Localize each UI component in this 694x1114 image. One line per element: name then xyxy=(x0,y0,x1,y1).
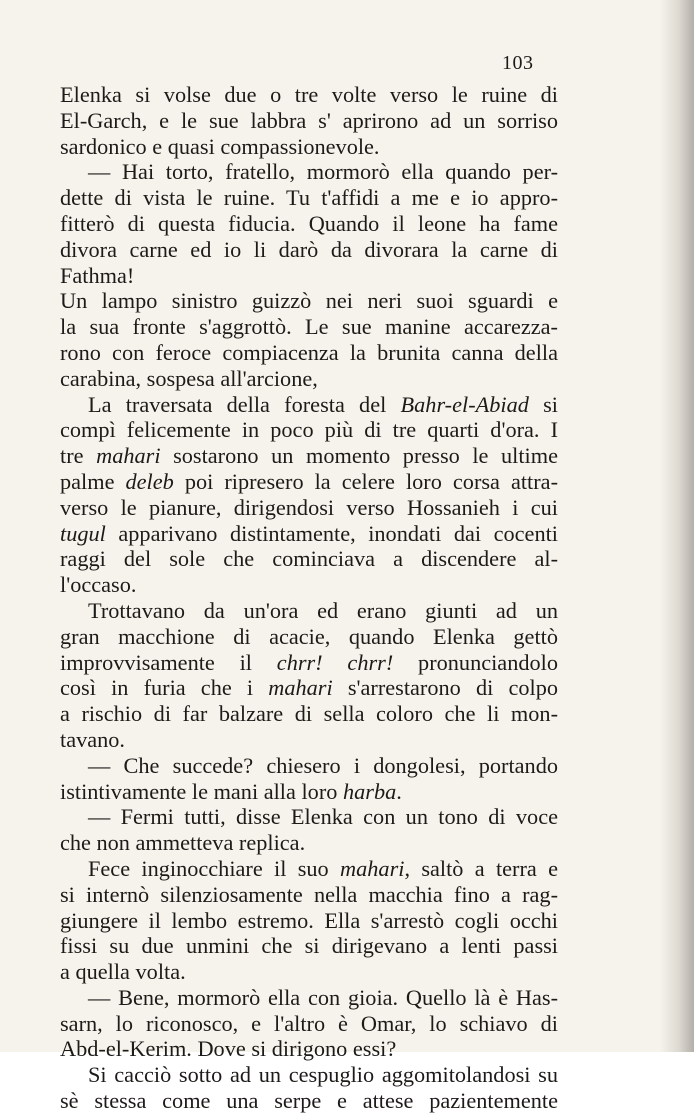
text-line: carabina, sospesa all'arcione, xyxy=(60,365,318,391)
text-line: fitterò di questa fiducia. Quando il leone ha fame xyxy=(60,210,558,236)
text-line: così in furia che i mahari s'arrestarono di colpo xyxy=(60,675,558,701)
text-line: Fathma! xyxy=(60,262,135,288)
text-line: — Fermi tutti, disse Elenka con un tono di voce xyxy=(88,804,558,830)
text-line: — Che succede? chiesero i dongolesi, portando xyxy=(88,752,558,778)
text-line: La traversata della foresta del Bahr-el-Abiad si xyxy=(88,391,558,417)
text-line: Elenka si volse due o tre volte verso le ruine di xyxy=(60,82,558,107)
page-edge-shadow xyxy=(660,0,694,1052)
text-line: Fece inginocchiare il suo mahari, saltò a terra e xyxy=(88,855,558,881)
text-line: divora carne ed io li darò da divorara la carne di xyxy=(60,236,558,262)
text-line: sardonico e quasi compassionevole. xyxy=(60,133,380,159)
text-line: Si cacciò sotto ad un cespuglio aggomitolandosi su xyxy=(88,1062,558,1088)
text-line: compì felicemente in poco più di tre quarti d'ora. I xyxy=(60,417,558,443)
text-line: sè stessa come una serpe e attese pazientemente xyxy=(60,1088,558,1114)
text-line: fissi su due unmini che si dirigevano a lenti passi xyxy=(60,933,558,959)
text-line: improvvisamente il chrr! chrr! pronunciandolo xyxy=(60,649,558,675)
text-line: sarn, lo riconosco, e l'altro è Omar, lo schiavo di xyxy=(60,1010,558,1036)
text-line: verso le pianure, dirigendosi verso Hossanieh i cui xyxy=(60,494,558,520)
text-line: l'occaso. xyxy=(60,572,137,598)
page-number: 103 xyxy=(502,52,534,74)
text-line: a quella volta. xyxy=(60,959,186,985)
text-line: giungere il lembo estremo. Ella s'arrestò cogli occhi xyxy=(60,907,558,933)
text-line: Trottavano da un'ora ed erano giunti ad un xyxy=(88,597,558,623)
text-line: El-Garch, e le sue labbra s' aprirono ad un sorriso xyxy=(60,107,558,133)
text-line: si internò silenziosamente nella macchia fino a rag- xyxy=(60,881,558,907)
text-line: rono con feroce compiacenza la brunita canna della xyxy=(60,339,558,365)
text-line: che non ammetteva replica. xyxy=(60,830,306,856)
text-line: Abd-el-Kerim. Dove si dirigono essi? xyxy=(60,1036,397,1062)
text-line: gran macchione di acacie, quando Elenka gettò xyxy=(60,623,558,649)
body-text xyxy=(60,82,558,1114)
text-line: tugul apparivano distintamente, inondati dai cocenti xyxy=(60,520,558,546)
text-line: tre mahari sostarono un momento presso le ultime xyxy=(60,443,558,469)
text-line: Un lampo sinistro guizzò nei neri suoi sguardi e xyxy=(60,288,558,314)
text-line: a rischio di far balzare di sella coloro che li mon- xyxy=(60,701,558,727)
text-line: raggi del sole che cominciava a discendere al- xyxy=(60,546,558,572)
text-line: palme deleb poi ripresero la celere loro corsa attra- xyxy=(60,468,558,494)
text-line: — Hai torto, fratello, mormorò ella quando per- xyxy=(88,159,558,185)
text-line: istintivamente le mani alla loro harba. xyxy=(60,778,402,804)
text-line: dette di vista le ruine. Tu t'affidi a me e io appro- xyxy=(60,185,558,211)
text-line: la sua fronte s'aggrottò. Le sue manine accarezza- xyxy=(60,314,558,340)
text-line: — Bene, mormorò ella con gioia. Quello là è Has- xyxy=(88,984,558,1010)
text-line: tavano. xyxy=(60,726,126,752)
